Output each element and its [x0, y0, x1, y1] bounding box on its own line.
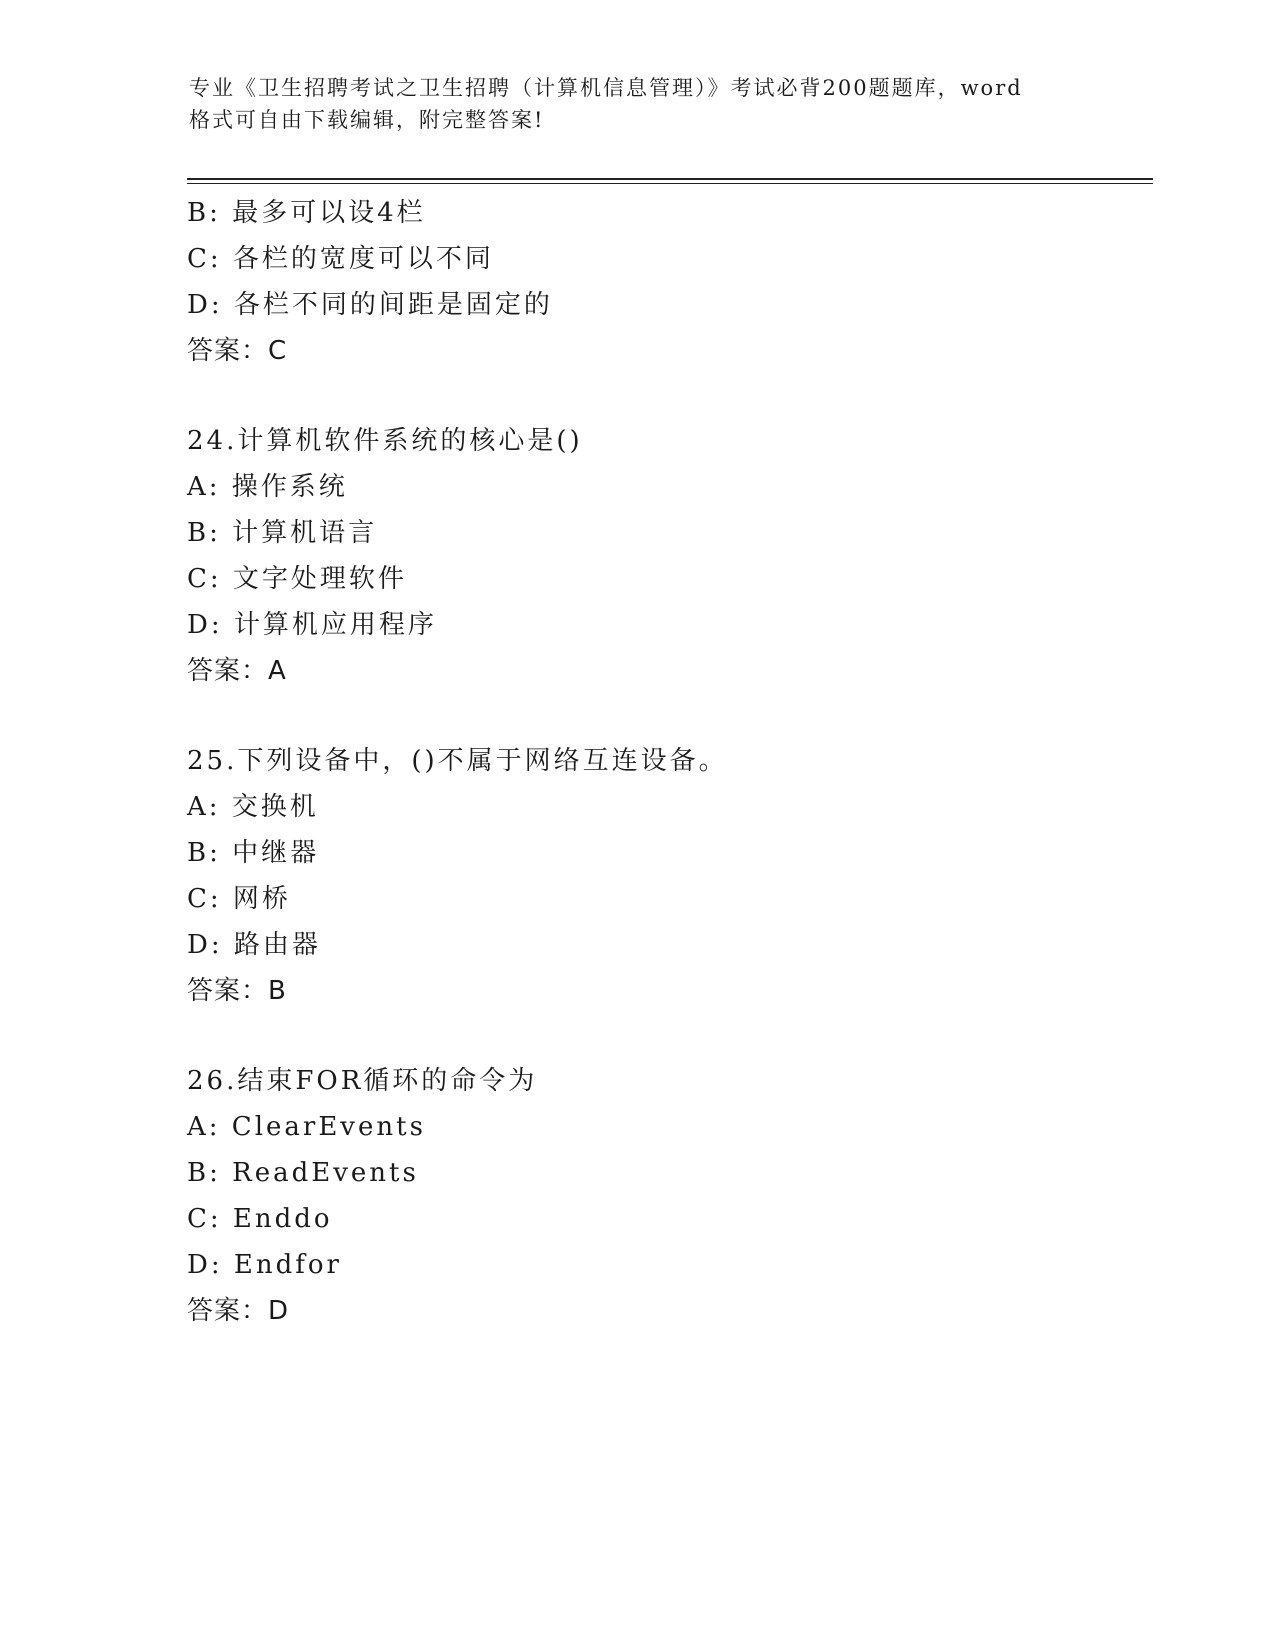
- option-b: B: 计算机语言: [187, 518, 378, 548]
- option-d: D: 计算机应用程序: [187, 610, 437, 640]
- option-b: B: 中继器: [187, 838, 320, 868]
- option-d: D: Endfor: [187, 1250, 342, 1280]
- question-stem: 26.结束FOR循环的命令为: [187, 1066, 538, 1096]
- header-divider-thick: [187, 178, 1153, 180]
- answer-text: 答案：D: [187, 1296, 290, 1326]
- question-block-24: [187, 418, 1147, 694]
- header-divider-thin: [187, 183, 1153, 184]
- question-block-25: [187, 738, 1147, 1014]
- option-a: A: 操作系统: [187, 472, 348, 502]
- option-c: C: 网桥: [187, 884, 291, 914]
- option-d: D: 路由器: [187, 930, 321, 960]
- document-header: [189, 72, 1089, 136]
- option-c: C: Enddo: [187, 1204, 333, 1234]
- option-c: C: 各栏的宽度可以不同: [187, 244, 494, 274]
- option-b: B: 最多可以设4栏: [187, 198, 426, 228]
- option-b: B: ReadEvents: [187, 1158, 419, 1188]
- question-block-26: [187, 1058, 1147, 1334]
- spacer: [187, 374, 1147, 418]
- answer-text: 答案：C: [187, 336, 288, 366]
- question-block-partial: [187, 190, 1147, 374]
- header-line-2: 格式可自由下载编辑，附完整答案!: [189, 108, 545, 132]
- question-list: [187, 190, 1147, 1334]
- header-line-1: 专业《卫生招聘考试之卫生招聘（计算机信息管理）》考试必背200题题库，word: [189, 76, 1023, 100]
- answer-text: 答案：A: [187, 656, 287, 686]
- option-d: D: 各栏不同的间距是固定的: [187, 290, 553, 320]
- question-stem: 25.下列设备中，()不属于网络互连设备。: [187, 746, 728, 776]
- option-a: A: 交换机: [187, 792, 319, 822]
- answer-text: 答案：B: [187, 976, 287, 1006]
- option-a: A: ClearEvents: [187, 1112, 426, 1142]
- spacer: [187, 1014, 1147, 1058]
- question-stem: 24.计算机软件系统的核心是(): [187, 426, 583, 456]
- spacer: [187, 694, 1147, 738]
- option-c: C: 文字处理软件: [187, 564, 407, 594]
